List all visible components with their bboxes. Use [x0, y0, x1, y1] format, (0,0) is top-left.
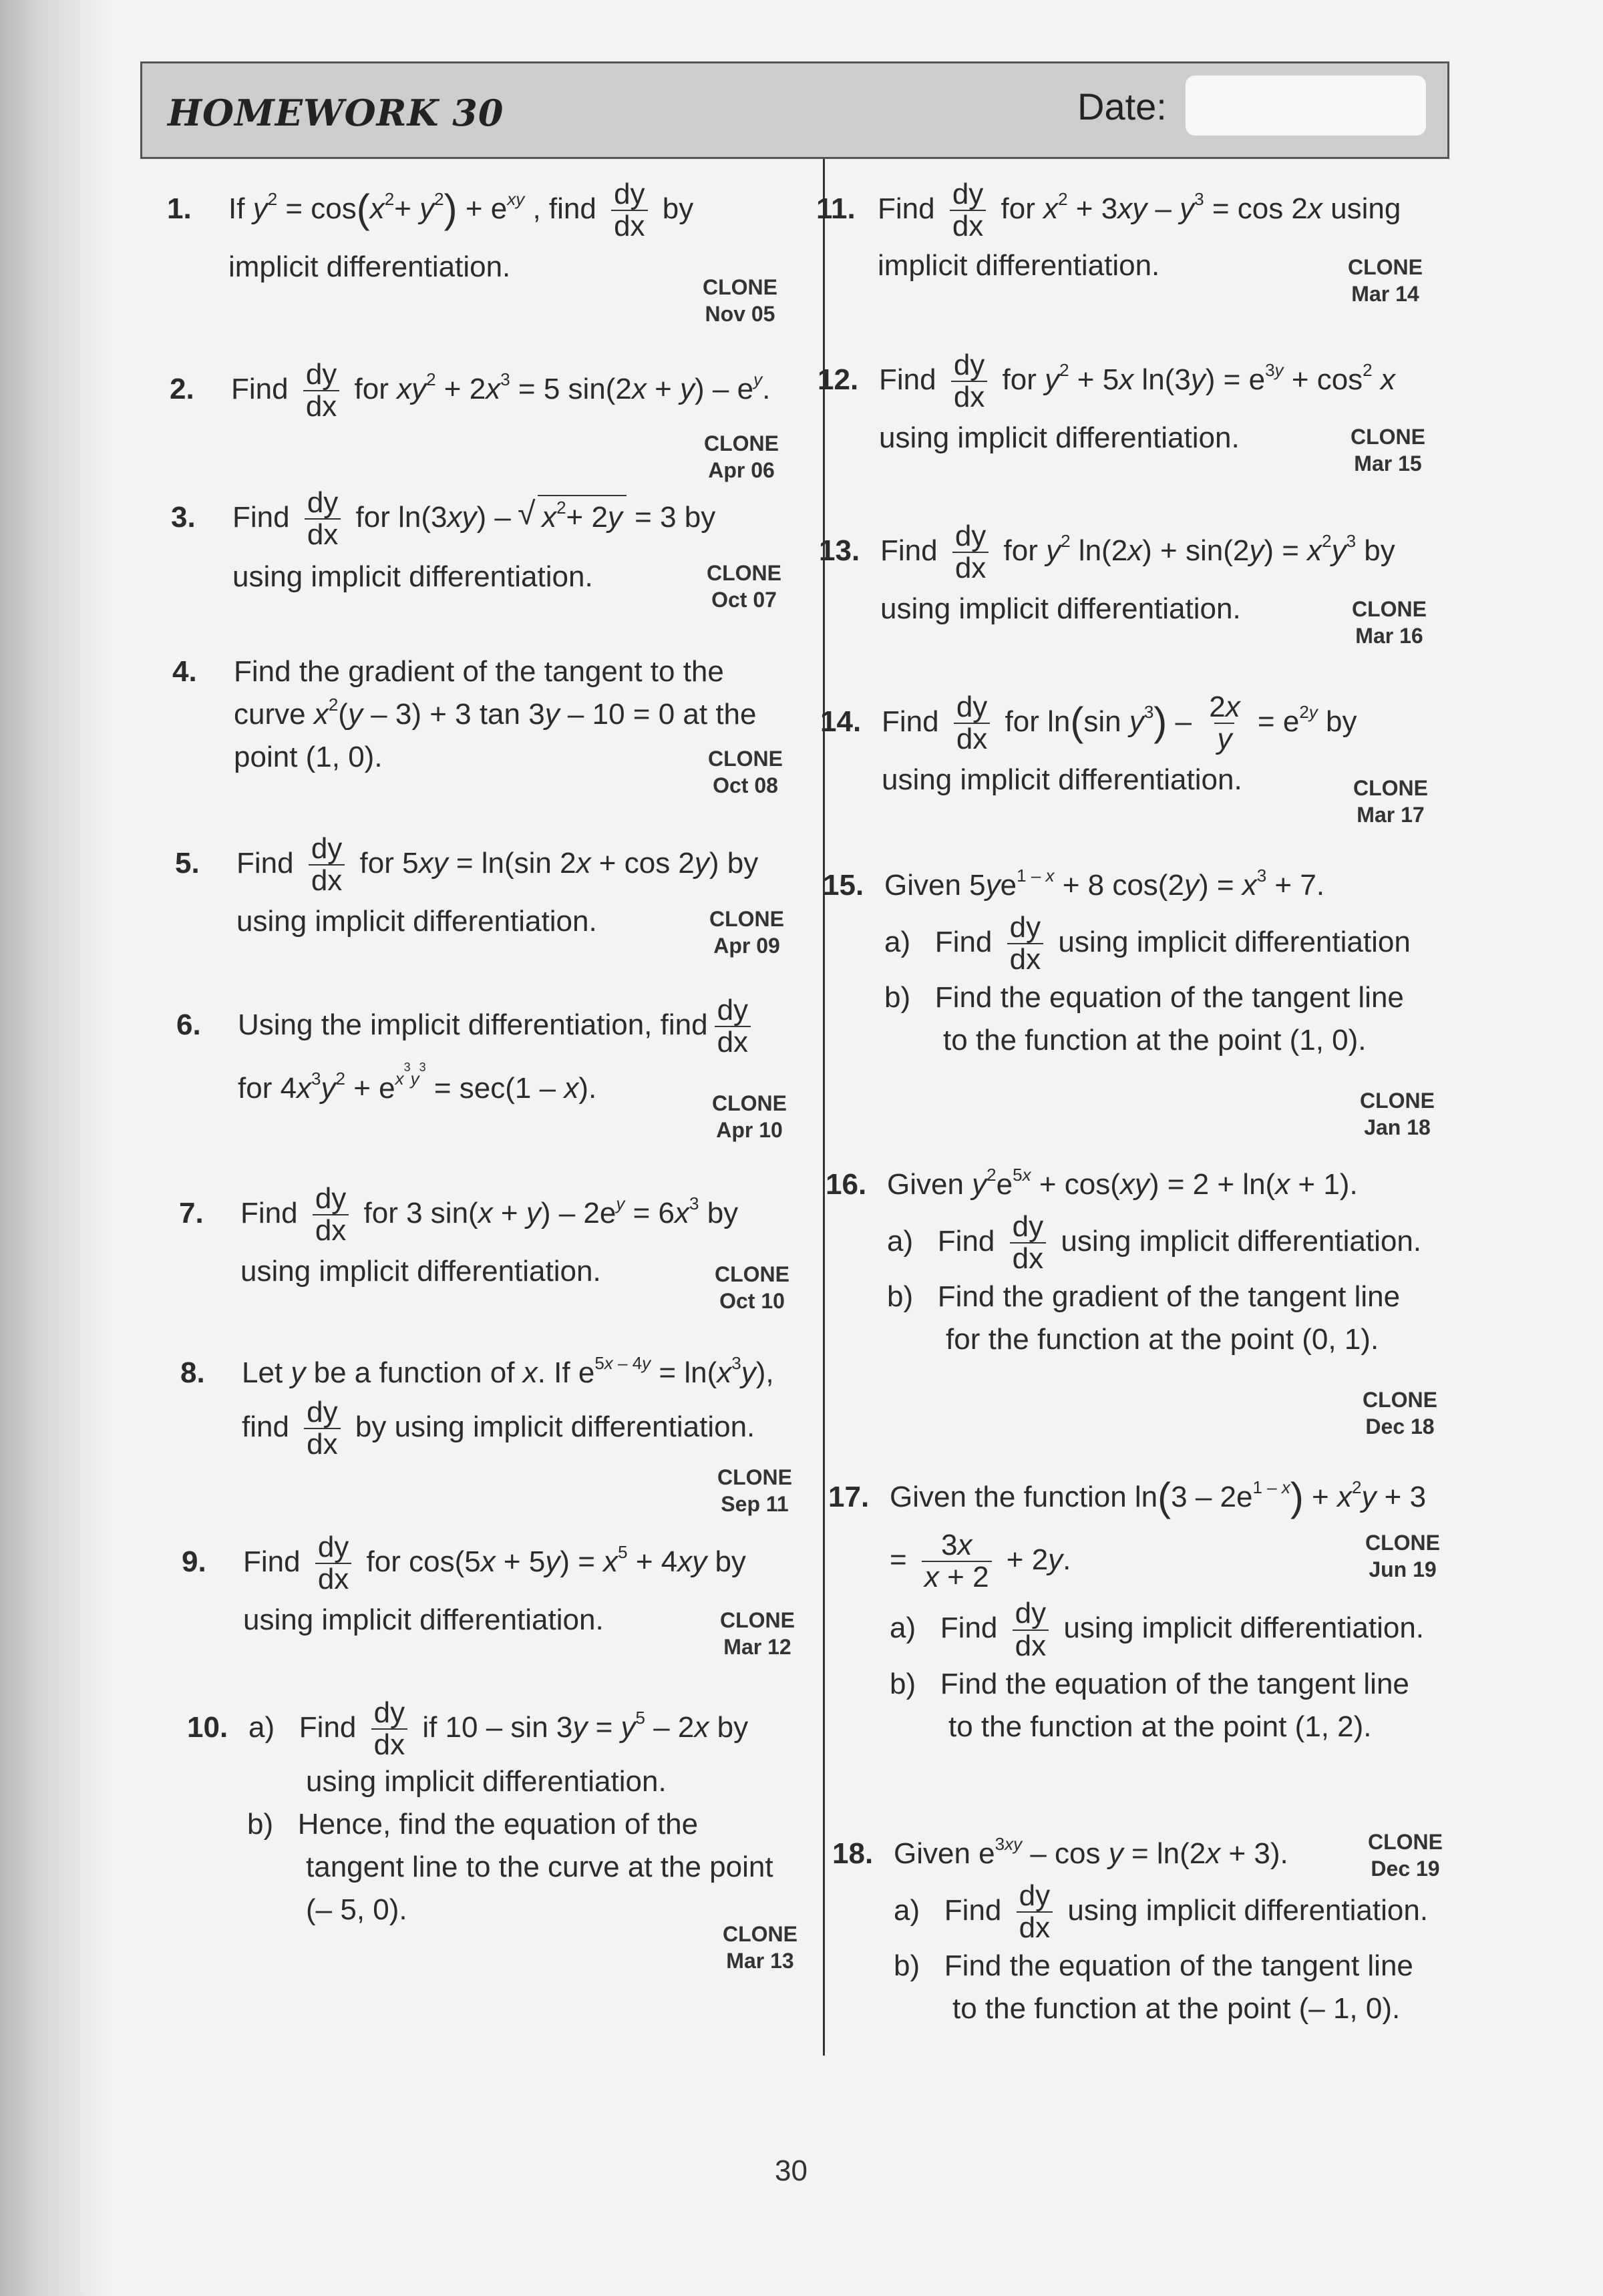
clone-tag: CLONE Apr 06 [704, 431, 779, 482]
question-number: 4. [172, 655, 197, 688]
question-text: using implicit differentiation. [882, 763, 1242, 797]
question-number: 15. [823, 869, 864, 902]
question-18: 18. Given $e^{3xy} - \cos y = \ln(2x + 3)$. a) Find $\frac{dy}{dx}$ using implicit differentiation. b) Find the equation of the tangent line to the function at the point (– 1, 0). [832, 1834, 1429, 2025]
clone-tag: CLONE Mar 12 [720, 1608, 795, 1659]
question-6: 6. Using the implicit differentiation, find $\frac{dy}{dx}$ for $4x^3y^2 + e^{x^3y^3} = \sec(1 - x)$. [176, 995, 804, 1110]
question-number: 14. [820, 705, 862, 738]
question-7: 7. Find $\frac{dy}{dx}$ for 3 $\sin(x + y) - 2e^y = 6x^3$ by using implicit differentiation. [179, 1183, 807, 1293]
question-number: 16. [826, 1168, 867, 1201]
question-10: 10. a) Find $\frac{dy}{dx}$ if $10 - \sin 3y = y^5 - 2x$ by using implicit differentiation. b) Hence, find the equation of the tangent line to the curve at the point (– 5, 0). [187, 1696, 773, 1926]
question-number: 6. [176, 1008, 201, 1041]
clone-tag: CLONE Oct 07 [707, 561, 781, 612]
question-text: using implicit differentiation. [879, 421, 1240, 455]
question-number: 8. [180, 1356, 205, 1389]
clone-tag: CLONE Apr 10 [712, 1091, 787, 1142]
clone-tag: CLONE Oct 08 [708, 747, 783, 797]
question-text: using implicit differentiation. [236, 905, 597, 938]
question-1: 1. If $y^2 = \cos(x^2+ y^2) + e^{xy}$ , find $\frac{dy}{dx}$ by implicit differentiation. [167, 179, 795, 289]
question-text: implicit differentiation. [878, 249, 1160, 282]
question-number: 18. [832, 1837, 874, 1870]
question-3: 3. Find $\frac{dy}{dx}$ for ln(3xy) – √ $x^2+ 2y = 3$ by using implicit differentiation. [171, 488, 799, 598]
question-12: 12. Find $\frac{dy}{dx}$ for $y^2 + 5x$ $\ln(3y) = e^{3y} + \cos^2 x$ using implicit differentiation. [818, 350, 1459, 459]
clone-tag: CLONE Mar 15 [1351, 425, 1425, 475]
question-13: 13. Find $\frac{dy}{dx}$ for $y^2$ $\ln(2x) + \sin(2y) = x^2y^3$ by using implicit differentiation. [819, 521, 1460, 630]
clone-tag: CLONE Jun 19 [1365, 1531, 1440, 1581]
question-14: 14. Find $\frac{dy}{dx}$ for ln(sin $y^3$) – $\frac{2x}{y}$ = $e^{2y}$ by using implicit differentiation. [820, 692, 1461, 801]
question-16: 16. Given $y^2e^{5x} + \cos(xy) = 2 + \ln(x + 1)$. a) Find $\frac{dy}{dx}$ using implicit differentiation. b) Find the gradient of the tangent line for the function at the point (0, 1). [826, 1165, 1422, 1356]
clone-tag: CLONE Apr 09 [709, 907, 784, 958]
page-number: 30 [775, 2154, 808, 2187]
question-text: using implicit differentiation. [232, 560, 593, 594]
question-number: 9. [182, 1545, 206, 1578]
clone-tag: CLONE Jan 18 [1360, 1089, 1435, 1139]
question-2: 2. Find $\frac{dy}{dx}$ for $xy^2 + 2x^3 = 5$ $\sin(2x + y) - e^y$. [170, 358, 771, 423]
question-text: using implicit differentiation. [243, 1603, 604, 1637]
page-title: HOMEWORK 30 [168, 91, 504, 134]
question-17: 17. Given the function $\ln(3 - 2e^{1 - x}) + x^2y + 3$ = $\frac{3x}{x + 2}$ + 2y. a) Find $\frac{dy}{dx}$ using implicit differentiation. b) Find the equation of the tangent line to the function at the point (1, 2). [828, 1475, 1427, 1743]
clone-tag: CLONE Mar 14 [1348, 255, 1423, 306]
clone-tag: CLONE Oct 10 [715, 1262, 789, 1313]
question-number: 12. [818, 363, 859, 396]
question-15: 15. Given $5ye^{1 - x} + 8$ $\cos(2y) = x^3 + 7$. a) Find $\frac{dy}{dx}$ using implicit differentiation b) Find the equation of the tangent line to the function at the point (1, 0). [823, 866, 1411, 1057]
homework-header [140, 61, 1449, 159]
date-field[interactable] [1186, 75, 1426, 136]
page-binding-shadow [0, 0, 114, 2296]
question-text: implicit differentiation. [228, 250, 511, 284]
question-number: 3. [171, 500, 196, 534]
question-11: 11. Find $\frac{dy}{dx}$ for $x^2 + 3xy - y^3 = \cos 2x$ using implicit differentiation. [816, 179, 1457, 287]
question-number: 2. [170, 372, 194, 405]
date-label: Date: [1077, 85, 1167, 128]
clone-tag: CLONE Mar 16 [1352, 597, 1427, 648]
question-number: 7. [179, 1196, 204, 1229]
question-number: 17. [828, 1481, 870, 1513]
clone-tag: CLONE Dec 19 [1368, 1830, 1443, 1881]
question-number: 5. [175, 846, 200, 880]
clone-tag: CLONE Mar 17 [1353, 776, 1428, 827]
clone-tag: CLONE Sep 11 [717, 1465, 792, 1516]
clone-tag: CLONE Dec 18 [1363, 1388, 1437, 1439]
question-number: 13. [819, 534, 860, 567]
clone-tag: CLONE Nov 05 [703, 275, 777, 326]
question-number: 10. [187, 1710, 228, 1744]
question-text: using implicit differentiation. [240, 1255, 601, 1288]
question-9: 9. Find $\frac{dy}{dx}$ for $\cos(5x + 5y) = x^5 + 4xy$ by using implicit differentiation. [182, 1532, 810, 1642]
question-8: 8. Let y be a function of x. If $e^{5x - 4y} = \ln(x^3y)$, find $\frac{dy}{dx}$ by using implicit differentiation. [180, 1353, 774, 1461]
question-number: 11. [816, 192, 856, 225]
question-text: using implicit differentiation. [880, 592, 1241, 626]
clone-tag: CLONE Mar 13 [723, 1922, 797, 1973]
question-5: 5. Find $\frac{dy}{dx}$ for 5xy = ln(sin 2x + cos 2y) by using implicit differentiation. [175, 833, 803, 943]
question-number: 1. [167, 192, 192, 225]
question-4: 4. Find the gradient of the tangent to the curve $x^2(y - 3) + 3$ tan 3y – 10 = 0 at the point (1, 0). [172, 650, 800, 778]
